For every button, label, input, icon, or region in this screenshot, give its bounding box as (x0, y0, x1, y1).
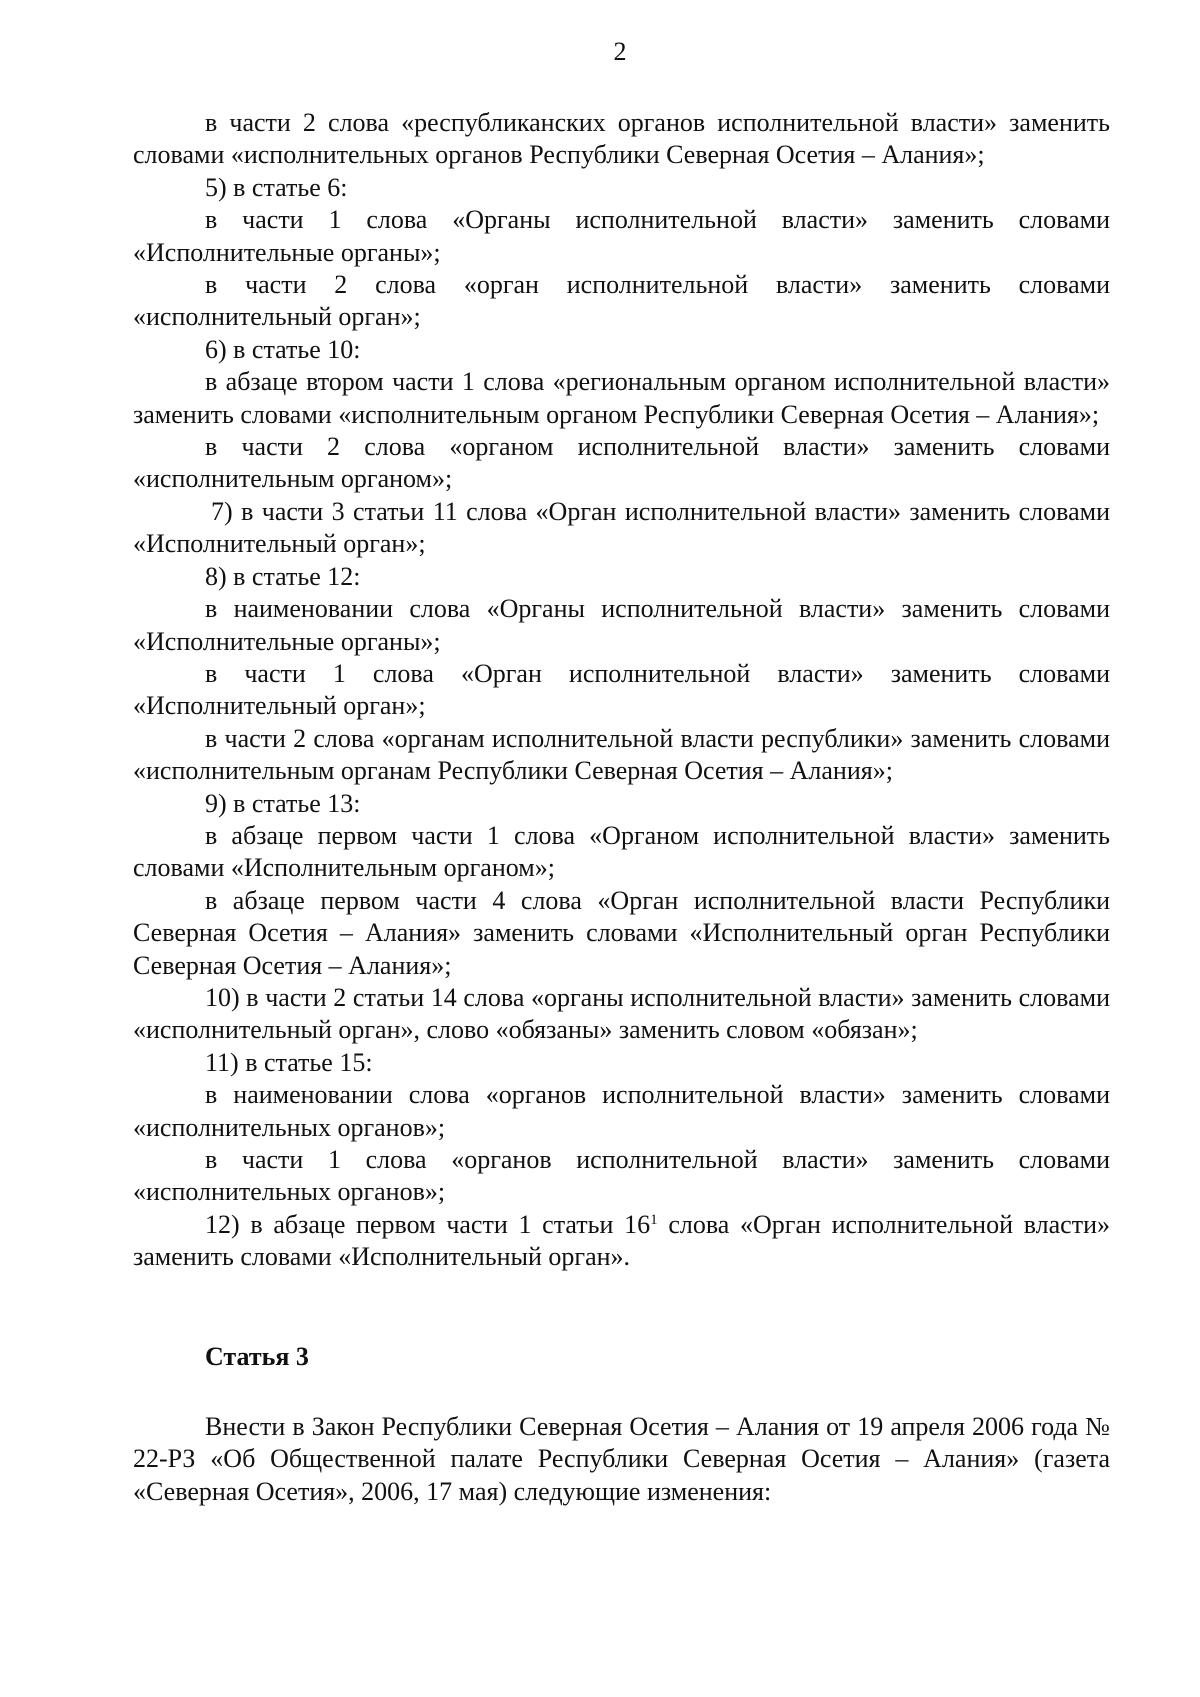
document-body (133, 107, 1110, 1508)
paragraph-art12-part1: в части 1 слова «Орган исполнительной власти» заменить словами «Исполнительный орган»; (133, 658, 1110, 721)
item-7-article-11: 7) в части 3 статьи 11 слова «Орган исполнительной власти» заменить словами «Исполнительный орган»; (133, 496, 1110, 559)
item-12-text-end: слова «Орган исполнительной власти» заменить словами «Исполнительный орган». (133, 1209, 1110, 1272)
paragraph-art10-part2: в части 2 слова «органом исполнительной власти» заменить словами «исполнительным органом»; (133, 432, 1110, 494)
item-9-article-13: 9) в статье 13: (205, 788, 361, 818)
item-12-article-16-1 (133, 1209, 1110, 1274)
item-11-article-15: 11) в статье 15: (205, 1047, 373, 1077)
item-6-article-10: 6) в статье 10: (205, 334, 361, 364)
paragraph-art6-part2: в части 2 слова «орган исполнительной власти» заменить словами «исполнительный орган»; (133, 270, 1110, 332)
paragraph-art10-part1: в абзаце втором части 1 слова «региональным органом исполнительной власти» заменить словами «исполнительным органом Республики Северная Осетия – Алания»; (133, 367, 1110, 429)
item-10-article-14: 10) в части 2 статьи 14 слова «органы исполнительной власти» заменить словами «исполнительный орган», слово «обязаны» заменить словом «обязан»; (133, 982, 1110, 1045)
item-8-article-12: 8) в статье 12: (205, 561, 361, 591)
item-12-superscript: 1 (650, 1211, 658, 1228)
item-12-text-start: 12) в абзаце первом части 1 статьи 16 (205, 1209, 651, 1239)
paragraph-art6-part1: в части 1 слова «Органы исполнительной власти» заменить словами «Исполнительные органы»; (133, 205, 1110, 267)
page-number: 2 (613, 37, 627, 66)
paragraph-art12-title: в наименовании слова «Органы исполнительной власти» заменить словами «Исполнительные органы»; (133, 594, 1110, 656)
paragraph-art15-part1: в части 1 слова «органов исполнительной власти» заменить словами «исполнительных органов»; (133, 1145, 1110, 1207)
paragraph-art13-part4: в абзаце первом части 4 слова «Орган исполнительной власти Республики Северная Осетия – Алания» заменить словами «Исполнительный орган Республики Северная Осетия – Алания»; (133, 885, 1110, 980)
item-5-article-6: 5) в статье 6: (205, 172, 348, 202)
article-3-heading: Статья 3 (205, 1341, 309, 1371)
paragraph-art13-part1: в абзаце первом части 1 слова «Органом исполнительной власти» заменить словами «Исполнительным органом»; (133, 820, 1110, 883)
section-spacer (133, 1373, 1110, 1411)
paragraph-art15-title: в наименовании слова «органов исполнительной власти» заменить словами «исполнительных органов»; (133, 1080, 1110, 1142)
paragraph-art12-part2: в части 2 слова «органам исполнительной власти республики» заменить словами «исполнительным органам Республики Северная Осетия – Алания»; (133, 723, 1110, 786)
article-3-text: Внести в Закон Республики Северная Осетия – Алания от 19 апреля 2006 года № 22-РЗ «Об Общественной палате Республики Северная Осетия – Алания» (газета «Северная Осетия», 2006, 17 мая) следующие изменения: (133, 1412, 1110, 1506)
paragraph-part2-republican-bodies: в части 2 слова «республиканских органов исполнительной власти» заменить словами «исполнительных органов Республики Северная Осетия – Алания»; (133, 108, 1110, 170)
section-spacer (133, 1274, 1110, 1312)
